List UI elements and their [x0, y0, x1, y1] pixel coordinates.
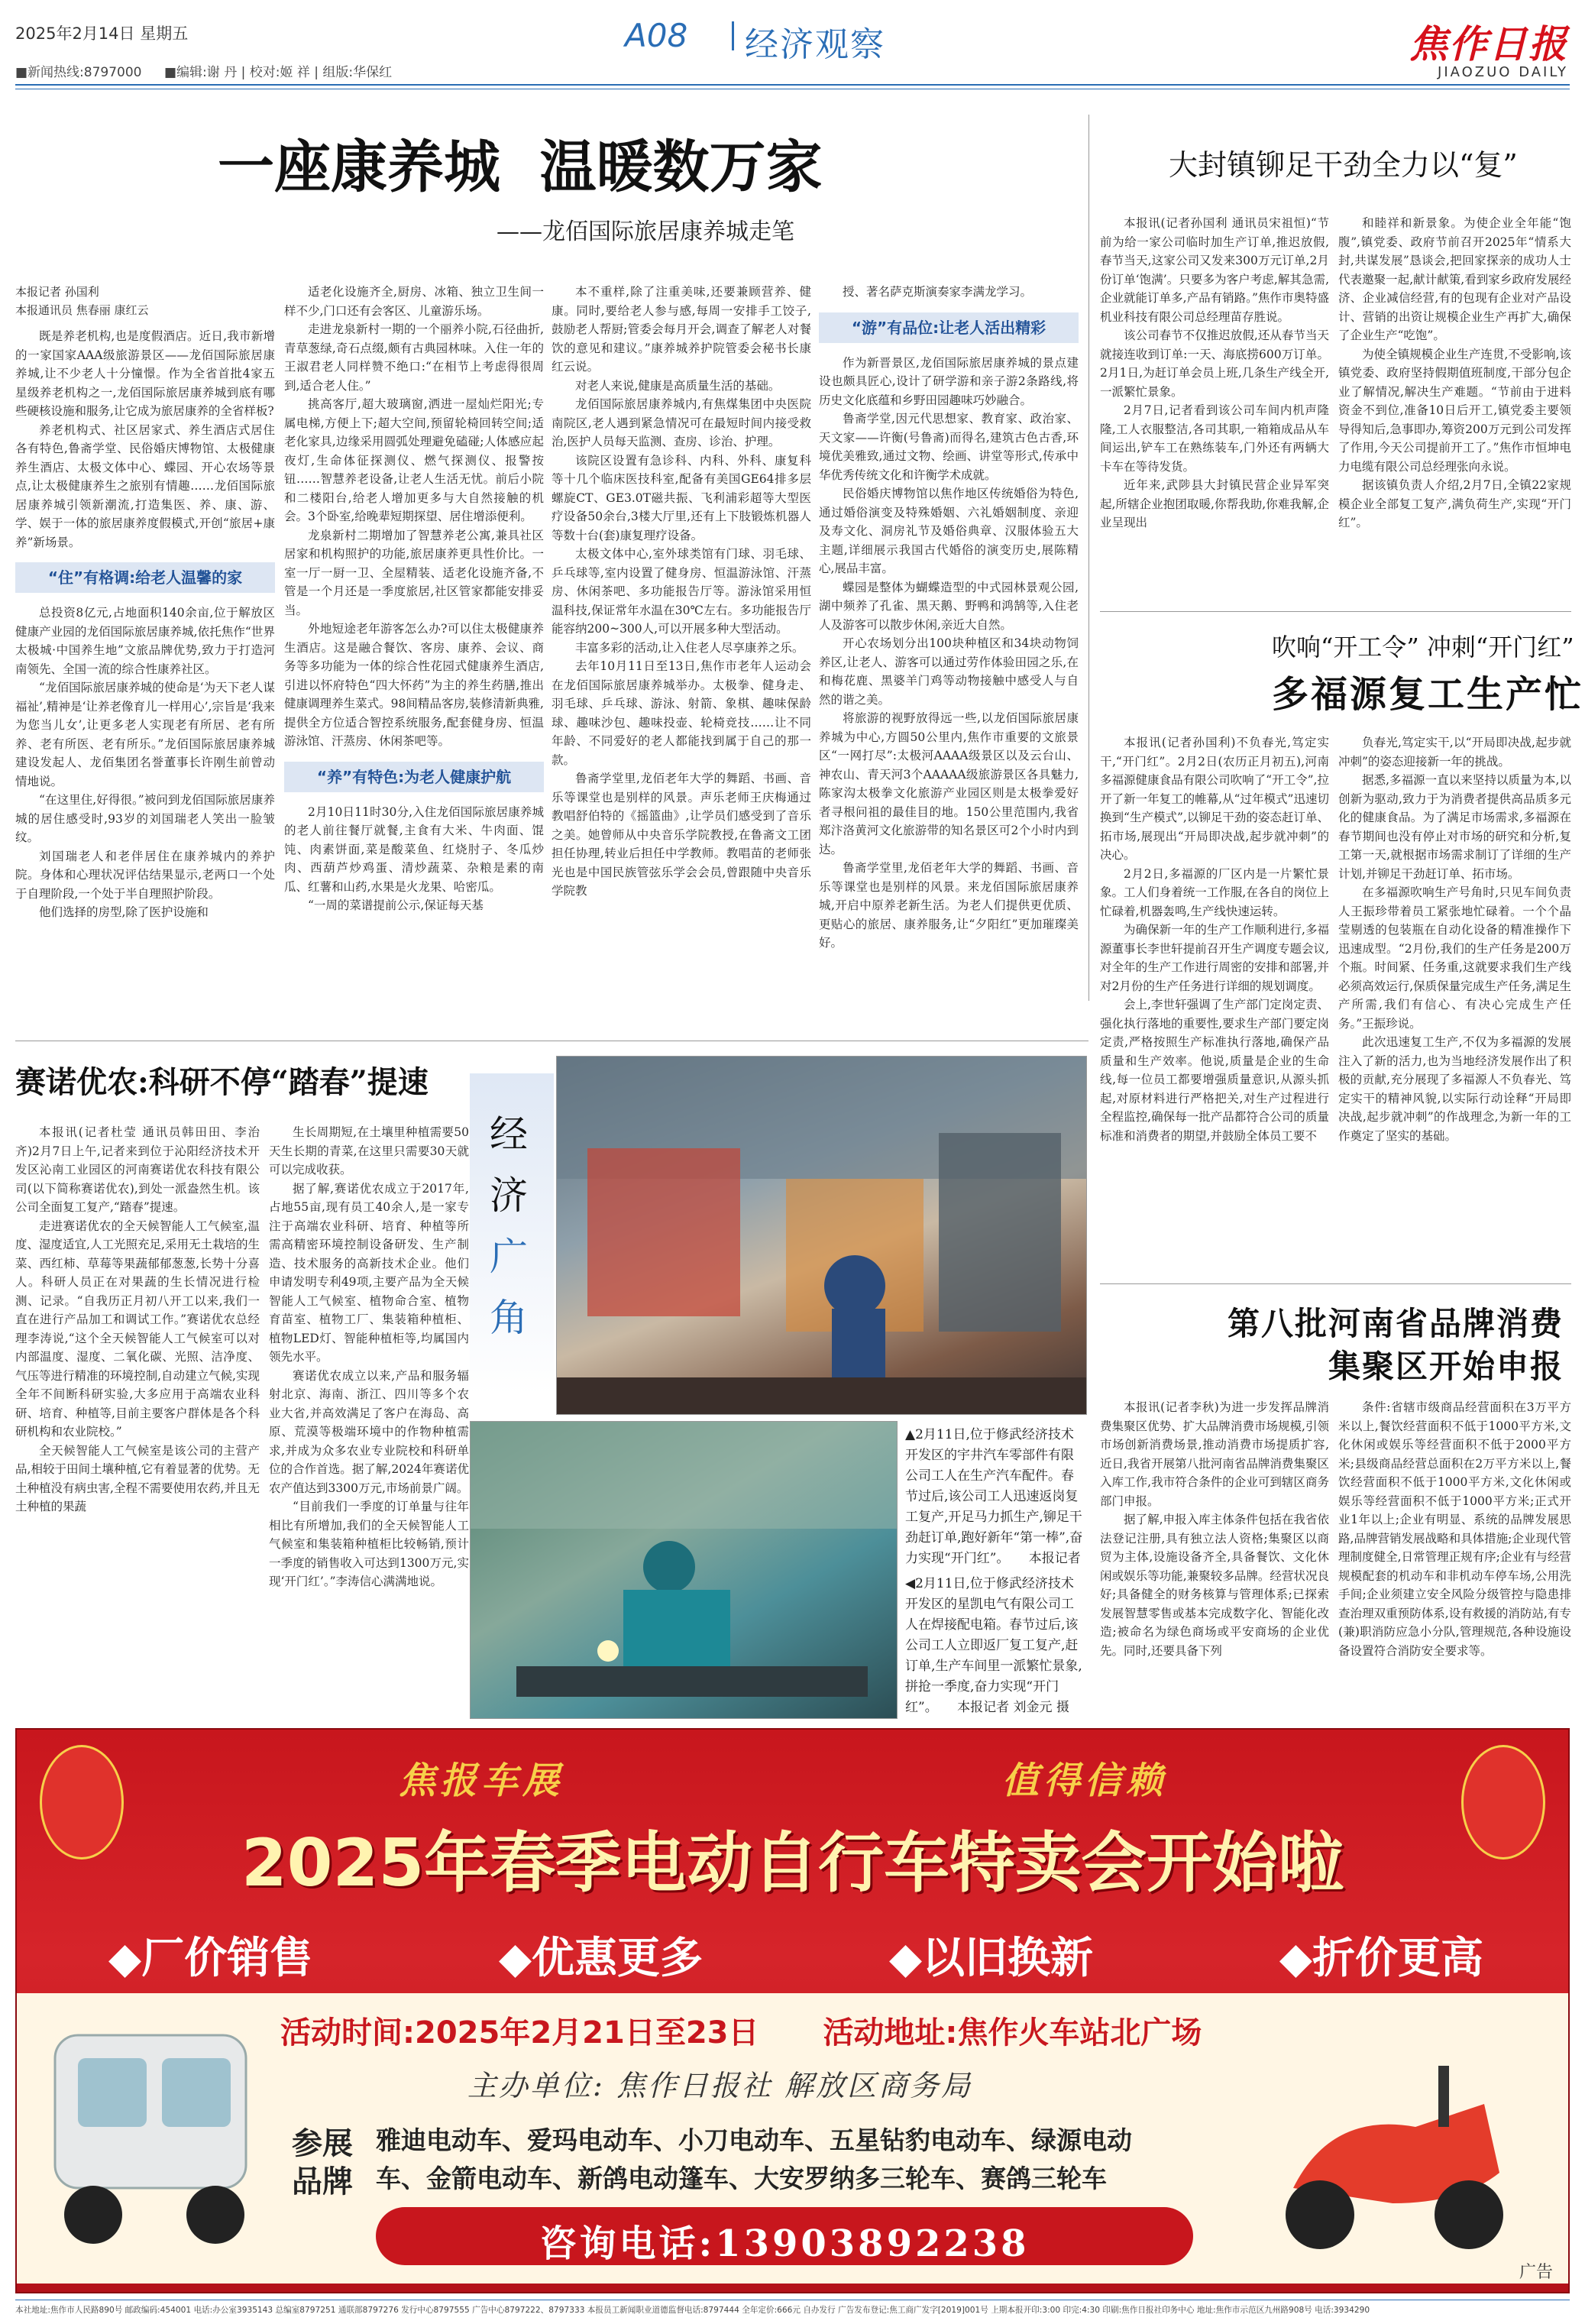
lead-title: 一座康养城 温暖数万家: [218, 134, 823, 200]
editors: ■编辑:谢 丹 | 校对:姬 祥 | 组版:华保红: [164, 65, 393, 80]
paragraph: 蝶园是整体为蝴蝶造型的中式园林景观公园,湖中频养了孔雀、黑天鹅、野鸭和鸿鹄等,入住老人及游客可以散步休闲,亲近大自然。: [819, 580, 1079, 632]
lead-col1-text: [15, 327, 275, 552]
ad-brands-label-1: 参展: [292, 2125, 353, 2161]
paragraph: 外地短途老年游客怎么办?可以住太极健康养生酒店。这是融合餐饮、客房、康养、会议、商务等多功能为一体的综合性花园式健康养生酒店,引进以怀府特色“四大怀药”为主的养生药膳,推出健康调理养生菜式。98间精品客房,装修清新典雅,提供全方位适合智控系统服务,配套健身房、恒温游泳馆、汗蒸房、休闲茶吧等。: [284, 622, 544, 748]
right1-rule: [1100, 611, 1571, 612]
ad-place-label: 活动地址:: [823, 2015, 958, 2050]
paragraph: “龙佰国际旅居康养城的使命是‘为天下老人谋福祉’,精神是‘让养老像育儿一样用心’,宗旨是‘我来为您当儿女’,让更多老人实现老有所居、老有所养、老有所医、老有所乐。”龙佰国际旅居康养城建设发起人、龙佰集团名誉董事长许刚生前曾动情地说。: [15, 681, 275, 788]
right1-col2-text: [1338, 214, 1571, 532]
paragraph: 养老机构式、社区居家式、养生酒店式居住各有特色,鲁斋学堂、民俗婚庆博物馆、太极健康养生酒店、太极文体中心、蝶园、开心农场等景点,让太极健康养生之旅别有情趣……龙佰国际旅居康养城引领新潮流,打造集医、养、康、游、学、娱于一体的旅居康养度假模式,开创“旅居+康养”新场景。: [15, 422, 275, 549]
paragraph: 据了解,赛诺优农成立于2017年,占地55亩,现有员工40余人,是一家专注于高端农业科研、培育、种植等所需高精密环境控制设备研发、生产制造、技术服务的高新技术企业。他们申请发明专利49项,主要产品为全天候智能人工气候室、植物命合室、植物育苗室、植物工厂、集装箱种植柜、植物LED灯、智能种植柜等,均属国内领先水平。: [269, 1181, 469, 1364]
ad-points: [108, 1924, 1483, 1986]
paragraph: 为确保新一年的生产工作顺利进行,多福源董事长李世轩提前召开生产调度专题会议,对全年的生产工作进行周密的安排和部署,并对2月份的生产任务进行详细的规划调度。: [1100, 923, 1329, 993]
paragraph: 挑高客厅,超大玻璃窗,洒进一屋灿烂阳光;专属电梯,方便上下;超大空间,预留轮椅回转空间;适老化家具,边缘采用圆弧处理避免磕碰;人体感应起夜灯,生命体征探测仪、燃气探测仪、报警按钮……智慧养老设备,让老人生活无忧。前后小院和二楼阳台,给老人增加更多与大自然接触的机会。3个卧室,给晚辈短期探望、居住增添便利。: [284, 397, 544, 523]
photo-factory-scene: [557, 1057, 1087, 1415]
lead-subhead-1: “住”有格调:给老人温馨的家: [15, 562, 275, 593]
photo-caption-1: [905, 1425, 1085, 1570]
photo-factory: [556, 1056, 1087, 1415]
photo-welding-scene: [471, 1422, 898, 1719]
paragraph: 生长周期短,在土壤里种植需要50天生长期的青菜,在这里只需要30天就可以完成收获。: [269, 1125, 469, 1177]
paragraph: “在这里住,好得很。”被问到龙佰国际旅居康养城的居住感受时,93岁的刘国瑞老人笑出一脸皱纹。: [15, 793, 275, 844]
paragraph: 本报讯(记者孙国利 通讯员宋祖恒)“节前为给一家公司临时加生产订单,推迟放假,春节当天,这家公司又发来300万元订单,2月份订单‘饱满’。只要多为客户考虑,解其急需,企业就能订单多,产品有销路。”焦作市奥特盛机业科技有限公司总经理苗存胜说。: [1100, 216, 1329, 324]
paragraph: 龙泉新村二期增加了智慧养老公寓,兼具社区居家和机构照护的功能,旅居康养更具性价比。一室一厅一厨一卫、全屋精装、适老化设施齐备,不管是一个月还是一季度旅居,社区管家都能安排妥当。: [284, 528, 544, 617]
paragraph: “目前我们一季度的订单量与往年相比有所增加,我们的全天候智能人工气候室和集装箱种植柜比较畅销,预计一季度的销售收入可达到1300万元,实现‘开门红’。”李涛信心满满地说。: [269, 1500, 469, 1588]
ad-time-label: 活动时间:: [280, 2015, 415, 2050]
paragraph: 本报讯(记者孙国利)不负春光,笃定实干,“开门红”。2月2日(农历正月初五),河南多福源健康食品有限公司吹响了“开工令”,拉开了新一年复工的帷幕,从“过年模式”迅速切换到“生产模式”,以铆足干劲的姿态赶订单、拓市场,展现出“开局即决战,起步就冲刺”的决心。: [1100, 736, 1329, 862]
ad-brands-line-2: 车、金箭电动车、新鸽电动篷车、大安罗纳多三轮车、赛鸽三轮车: [376, 2164, 1107, 2193]
lead-col-4: [819, 283, 1079, 1047]
paragraph: 龙佰国际旅居康养城内,有焦煤集团中央医院南院区,老人遇到紧急情况可在最短时间内接受救治,医护人员每天监测、查房、诊治、护理。: [552, 397, 811, 448]
lead-col2-text: [284, 283, 544, 751]
caption-2-credit: 本报记者 刘金元 摄: [957, 1700, 1069, 1715]
photo-caption-2: [905, 1574, 1085, 1719]
photo-welding: [470, 1421, 898, 1719]
ad-point-4: ◆折价更高: [1279, 1933, 1483, 1983]
masthead-date: 2025年2月14日 星期五: [15, 24, 189, 43]
ad-top-right: 值得信赖: [1002, 1759, 1168, 1802]
paragraph: 走进赛诺优农的全天候智能人工气候室,温度、湿度适宜,人工光照充足,采用无土栽培的生菜、西红柿、草莓等果蔬郁郁葱葱,长势十分喜人。科研人员正在对果蔬的生长情况进行检测、记录。“自我历正月初八开工以来,我们一直在进行产品加工和调试工作。”赛诺优农总经理李涛说,“这个全天候智能人工气候室可以对内部温度、湿度、二氧化碳、光照、洁净度、气压等进行精准的环境控制,自动建立气候,实现全年不间断科研实验,大多应用于高端农业科研、培育、种植等,目前主要客户群体是各个科研机构和农业院校。”: [15, 1219, 260, 1439]
right2-col2-text: [1338, 733, 1571, 1145]
lead-byline-2: 本报通讯员 焦春丽 康红云: [15, 303, 149, 317]
paragraph: 鲁斋学堂里,龙佰老年大学的舞蹈、书画、音乐等课堂也是别样的风景。声乐老师王庆梅通过教唱舒伯特的《摇篮曲》,让学员们感受到了音乐之美。她曾师从中央音乐学院教授,在鲁斋文工团担任协理,转业后担任中学教师。教唱苗的老师张光也是中国民族管弦乐学会会员,曾跟随中央音乐学院教: [552, 772, 811, 898]
seno-col-2: [269, 1123, 469, 1719]
paragraph: 对老人来说,健康是高质量生活的基础。: [575, 378, 781, 393]
right2-col-2: [1338, 733, 1571, 1276]
page-number: A08: [625, 17, 688, 54]
column-label-char-3: 广: [490, 1235, 528, 1279]
ad-brands-label-2: 品牌: [292, 2164, 353, 2199]
ad-phone-line: [376, 2214, 1193, 2267]
ad-phone-label: 咨询电话:: [539, 2222, 716, 2265]
column-label-char-1: 经: [490, 1112, 528, 1157]
ad-brands-line-1: 雅迪电动车、爱玛电动车、小刀电动车、五星钻豹电动车、绿源电动: [376, 2125, 1132, 2155]
caption-2-text: ◀2月11日,位于修武经济技术开发区的星凯电气有限公司工人在焊接配电箱。春节过后,该公司工人立即返厂复工复产,赶订单,生产车间里一派繁忙景象,拼抢一季度,奋力实现“开门红”。: [905, 1576, 1082, 1715]
column-label-char-2: 济: [490, 1173, 528, 1218]
paragraph: 将旅游的视野放得远一些,以龙佰国际旅居康养城为中心,方圆50公里内,焦作市重要的文旅景区“一网打尽”:太极河AAAA级景区以及云台山、神农山、青天河3个AAAAA级旅游景区各具魅力,陈家沟太极拳文化旅游产业园区则是太极拳爱好者寻根问祖的最佳目的地。150公里范围内,我省郑汴洛黄河文化旅游带的知名景区可2个小时内到达。: [819, 711, 1079, 856]
paragraph: 和睦祥和新景象。为使企业全年能“饱腹”,镇党委、政府节前召开2025年“情系大封,共谋发展”恳谈会,把回家探亲的成功人士代表邀聚一起,献计献策,看到家乡政府发展经济、企业减信经营,有的包现有企业对产品设计、营销的出资让规模企业生产再扩大,确保了企业生产“吃饱”。: [1338, 216, 1571, 342]
ad-time-line: [280, 2008, 1202, 2052]
lead-col3-text: [552, 283, 811, 901]
hotline: ■新闻热线:8797000: [15, 65, 142, 80]
right3-title-1: 第八批河南省品牌消费: [1227, 1305, 1564, 1342]
ad-tag: 广告: [1519, 2263, 1553, 2282]
ad-place-value: 焦作火车站北广场: [957, 2015, 1202, 2050]
paragraph: 适老化设施齐全,厨房、冰箱、独立卫生间一样不少,门口还有会客区、儿童游乐场。: [284, 285, 544, 318]
paragraph: 赛诺优农成立以来,产品和服务辐射北京、海南、浙江、四川等多个农业大省,并高效满足了客户在海岛、高原、荒漠等极端环境中的作物种植需求,并成为众多农业专业院校和科研单位的合作首选。据了解,2024年赛诺优农产值达到3300万元,市场前景广阔。: [269, 1368, 469, 1495]
column-label-char-4: 角: [490, 1296, 528, 1340]
paragraph: 丰富多彩的活动,让入住老人尽享康养之乐。: [575, 640, 804, 655]
paragraph: 2月10日11时30分,入住龙佰国际旅居康养城的老人前往餐厅就餐,主食有大米、牛肉面、馄饨、肉素饼面,菜是酸菜鱼、红烧肘子、冬瓜炒肉、西葫芦炒鸡蛋、清炒蔬菜、杂粮是素的南瓜、红薯和山药,水果是火龙果、哈密瓜。: [284, 804, 544, 894]
seno-col2-text: [269, 1123, 469, 1591]
paragraph: 据悉,多福源一直以来坚持以质量为本,以创新为驱动,致力于为消费者提供高品质多元化的健康食品。为了满足市场需求,多福源在春节期间也没有停止对市场的研究和分析,复工第一天,就根据市场需求制订了详细的生产计划,并铆足干劲赶订单、拓市场。: [1338, 773, 1571, 881]
paragraph: 开心农场划分出100块种植区和34块动物饲养区,让老人、游客可以通过劳作体验田园之乐,在和梅花鹿、黑婆羊门鸡等动物接触中感受人与自然的谐之美。: [819, 636, 1079, 707]
ad-organizer: 主办单位: 焦作日报社 解放区商务局: [467, 2069, 972, 2102]
right3-title-2: 集聚区开始申报: [1328, 1348, 1564, 1385]
right1-col1-text: [1100, 214, 1329, 532]
lead-col4-text: [819, 354, 1079, 953]
paragraph: 该院区设置有急诊科、内科、外科、康复科等十几个临床医技科室,配备有美国GE64排多层螺旋CT、GE3.0T磁共振、飞利浦彩超等大型医疗设备50余台,3楼大厅里,还有上下肢锻炼机器人等数十台(套)康复理疗设备。: [552, 453, 811, 542]
seno-col-1: [15, 1123, 260, 1719]
paragraph: 本不重样,除了注重美味,还要兼顾营养、健康。同时,要给老人参与感,每周一安排手工饺子,鼓励老人帮厨;管委会每月开会,调查了解老人对餐饮的意见和建议。”康养城养护院管委会秘书长康红云说。: [552, 285, 811, 374]
ad-point-3: ◆以旧换新: [888, 1933, 1094, 1983]
lead-col4a-text: [819, 283, 1079, 302]
right2-col-1: [1100, 733, 1329, 1276]
paper-logo-en: JIAOZUO DAILY: [1438, 64, 1568, 80]
footer-text: 本社地址:焦作市人民路890号 邮政编码:454001 电话:办公室3935143 总编室8797251 通联部8797276 发行中心8797555 广告中心8797222、8797333 本报员工新闻职业道德监督电话:8797444 全年定价:666元 自办发行 广告发布登记:焦工商广发字[2019]001号 上期本报开印:3:00 印完:4:30 印刷:焦作日报社印务中心 地址:焦作市示范区九州路908号 电话:3934290: [15, 2306, 1370, 2315]
lead-col-3: [552, 283, 811, 1047]
paragraph: 会上,李世轩强调了生产部门定岗定责、强化执行落地的重要性,要求生产部门要定岗定责,严格按照生产标准执行落地,确保产品质量和生产效率。他说,质量是企业的生命线,每一位员工都要增强质量意识,从源头抓起,对原材料进行严格把关,对生产过程进行全程监控,确保每一批产品都符合公司的质量标准和消费者的期望,并鼓励全体员工要不: [1100, 998, 1329, 1143]
header-rule: [15, 84, 1570, 86]
right2-col1-text: [1100, 733, 1329, 1145]
paragraph: 既是养老机构,也是度假酒店。近日,我市新增的一家国家AAA级旅游景区——龙佰国际旅居康养城,让不少老人十分憧憬。作为全省首批4家五星级养老机构之一,龙佰国际旅居康养城到底有哪些硬核设施和服务,让它成为旅居康养的全省样板?: [15, 329, 275, 418]
right3-col-2: [1338, 1398, 1571, 1719]
paragraph: 他们选择的房型,除了医护设施和: [39, 905, 209, 919]
lead-vertical-rule: [1088, 115, 1089, 1001]
paragraph: 本报讯(记者杜莹 通讯员韩田田、李治齐)2月7日上午,记者来到位于沁阳经济技术开发区沁南工业园区的河南赛诺优农科技有限公司(以下简称赛诺优农),到处一派盎然生机。该公司全面复工复产,“踏春”提速。: [15, 1125, 260, 1214]
caption-1-credit: 本报记者: [1028, 1551, 1081, 1566]
paragraph: 该公司春节不仅推迟放假,还从春节当天就接连收到订单:一天、海底捞600万订单。2月1日,为赶订单会员上班,几条生产线全开,一派繁忙景象。: [1100, 329, 1329, 399]
right2-rule: [1100, 1283, 1571, 1284]
paragraph: 去年10月11日至13日,焦作市老年人运动会在龙佰国际旅居康养城举办。太极拳、健身走、羽毛球、乒乓球、游泳、射箭、象棋、趣味保龄球、趣味沙包、趣味投壶、轮椅竞技……让不同年龄、不同爱好的老人都能找到属于自己的那一款。: [552, 659, 811, 767]
right3-col2-text: [1338, 1398, 1571, 1660]
paragraph: 鲁斋学堂里,龙佰老年大学的舞蹈、书画、音乐等课堂也是别样的风景。来龙佰国际旅居康养城,开启中原养老新生活。为老人们提供更优质、更贴心的旅居、康养服务,让“夕阳红”更加璀璨美好。: [819, 861, 1079, 950]
paragraph: 据该镇负责人介绍,2月7日,全镇22家规模企业全部复工复产,满负荷生产,实现“开门红”。: [1338, 478, 1571, 529]
ad-tricycle-image: [40, 2012, 269, 2264]
ad-scooter-image: [1263, 2020, 1522, 2264]
paragraph: 作为新晋景区,龙佰国际旅居康养城的景点建设也颇具匠心,设计了研学游和亲子游2条路线,将历史文化底蕴和乡野田园趣味巧妙融合。: [819, 355, 1079, 407]
ad-headline: 2025年春季电动自行车特卖会开始啦: [241, 1825, 1344, 1902]
ad-top-left: 焦报车展: [399, 1759, 564, 1802]
right1-title: 大封镇铆足干劲全力以“复”: [1169, 148, 1518, 182]
right1-col-2: [1338, 214, 1571, 596]
paragraph: 授、著名萨克斯演奏家李满龙学习。: [843, 285, 1033, 299]
paragraph: 在多福源吹响生产号角时,只见车间负责人王振珍带着员工紧张地忙碌着。一个个晶莹剔透的包装瓶在自动化设备的精准操作下迅速成型。“2月份,我们的生产任务是200万个瓶。时间紧、任务重,这就要求我们生产线必须高效运行,保质保量完成生产任务,满足生产所需,我们有信心、有决心完成生产任务。”王振珍说。: [1338, 885, 1571, 1031]
paragraph: 刘国瑞老人和老伴居住在康养城内的养护院。身体和心理状况评估结果显示,老两口一个处于自理阶段,一个处于半自理照护阶段。: [15, 849, 275, 901]
paragraph: “一周的菜谱提前公示,保证每天基: [308, 898, 484, 912]
column-label: [470, 1073, 554, 1394]
lead-col2b-text: [284, 803, 544, 915]
paper-logo: 焦作日报: [1409, 21, 1568, 66]
right2-title: 多福源复工生产忙: [1272, 673, 1584, 716]
paragraph: 2月2日,多福源的厂区内是一片繁忙景象。工人们身着统一工作服,在各自的岗位上忙碌着,机器轰鸣,生产线快速运转。: [1100, 866, 1329, 918]
lead-subhead-2: “养”有特色:为老人健康护航: [284, 762, 544, 792]
paragraph: 太极文体中心,室外球类馆有门球、羽毛球、乒乓球等,室内设置了健身房、恒温游泳馆、汗蒸房、休闲茶吧、多功能报告厅等。游泳馆采用恒温科技,保证常年水温在30℃左右。多功能报告厅能容纳200~300人,可以开展多种大型活动。: [552, 547, 811, 636]
right2-kicker: 吹响“开工令” 冲刺“开门红”: [1272, 633, 1574, 662]
lead-byline-1: 本报记者 孙国利: [15, 285, 99, 299]
paragraph: 民俗婚庆博物馆以焦作地区传统婚俗为特色,通过婚俗演变及特殊婚姻、六礼婚姻制度、亲迎及寿文化、洞房礼节及婚俗典章、汉服体验五大主题,详细展示我国古代婚俗的演变历史,展陈精心,展品丰富。: [819, 487, 1079, 575]
seno-title: 赛诺优农:科研不停“踏春”提速: [15, 1064, 429, 1100]
lead-subtitle: ——龙佰国际旅居康养城走笔: [497, 218, 794, 245]
paragraph: 此次迅速复工生产,不仅为多福源的发展注入了新的活力,也为当地经济发展作出了积极的贡献,充分展现了多福源人不负春光、笃定实干的精神风貌,以实际行动诠释“开局即决战,起步就冲刺”的作战理念,为新一年的工作奠定了坚实的基础。: [1338, 1035, 1571, 1143]
section-divider: [732, 21, 734, 50]
lead-col1b-text: [15, 604, 275, 922]
section-title: 经济观察: [745, 25, 885, 64]
paragraph: 据了解,申报入库主体条件包括在我省依法登记注册,具有独立法人资格;集聚区以商贸为主体,设施设备齐全,具备餐饮、文化休闲或娱乐等功能,兼聚较多品牌。经营状况良好;具备健全的财务核算与管理体系;已探索发展智慧零售或基本完成数字化、智能化改造;被命名为绿色商场或平安商场的企业优先。同时,还要具备下列: [1100, 1513, 1329, 1658]
paragraph: 鲁斋学堂,因元代思想家、教育家、政治家、天文家——许衡(号鲁斋)而得名,建筑古色古香,环境优美雅致,通过文物、绘画、讲堂等形式,传承中华优秀传统文化和许衡学术成就。: [819, 412, 1079, 482]
ad-point-1: ◆厂价销售: [108, 1933, 313, 1983]
ad-point-2: ◆优惠更多: [498, 1933, 704, 1983]
ad-time-value: 2025年2月21日至23日: [415, 2015, 759, 2050]
lead-subhead-3: “游”有品位:让老人活出精彩: [819, 312, 1079, 343]
right3-col1-text: [1100, 1398, 1329, 1660]
paragraph: 总投资8亿元,占地面积140余亩,位于解放区健康产业园的龙佰国际旅居康养城,依托焦作“世界太极城·中国养生地”文旅品牌优势,致力于打造河南领先、全国一流的综合性康养社区。: [15, 606, 275, 676]
paragraph: 负春光,笃定实干,以“开局即决战,起步就冲刺”的姿态迎接新一年的挑战。: [1338, 736, 1571, 769]
right3-col-1: [1100, 1398, 1329, 1719]
paragraph: 走进龙泉新村一期的一个丽养小院,石径曲折,青草葱绿,奇石点缀,颇有古典园林味。入住一年的王淑君老人同样赞不绝口:“在相节上考虑得很周到,适合老人住。”: [284, 322, 544, 393]
ad-phone-number: 13903892238: [715, 2222, 1030, 2265]
paragraph: 本报讯(记者李秋)为进一步发挥品牌消费集聚区优势、扩大品牌消费市场规模,引领市场创新消费场景,推动消费市场提质扩容,近日,我省开展第八批河南省品牌消费集聚区入库工作,我市符合条件的企业可到辖区商务部门申报。: [1100, 1400, 1329, 1508]
paragraph: 为使全镇规模企业生产连贯,不受影响,该镇党委、政府坚持假期值班制度,干部分包企业了解情况,解决生产难题。“节前由于进料资金不到位,准备10日后开工,镇党委主要领导得知后,急事即办,筹资200万元到公司发挥了作用,今天公司提前开工了。”焦作市恒坤电力电缆有限公司总经理张向永说。: [1338, 347, 1571, 474]
ad-banner: [15, 1728, 1570, 2293]
paragraph: 全天候智能人工气候室是该公司的主营产品,相较于田间土壤种植,它有着显著的优势。无土种植没有病虫害,全程不需要使用农药,并且无土种植的果蔬: [15, 1443, 260, 1513]
caption-1-text: ▲2月11日,位于修武经济技术开发区的宇井汽车零部件有限公司工人在生产汽车配件。春节过后,该公司工人迅速返岗复工复产,开足马力抓生产,铆足干劲赶订单,跑好新年“第一棒”,奋力实现“开门红”。: [905, 1427, 1083, 1566]
right1-col-1: [1100, 214, 1329, 596]
paragraph: 近年来,武陟县大封镇民营企业异军突起,所辖企业抱团取暖,你帮我助,你难我解,企业呈现出: [1100, 478, 1329, 529]
paragraph: 2月7日,记者看到该公司车间内机声隆隆,工人衣服整洁,各司其职,一箱箱成品从车间运出,铲车工在熟练装车,门外还有两辆大卡车在等待发货。: [1100, 403, 1329, 474]
paragraph: 条件:省辖市级商品经营面积在3万平方米以上,餐饮经营面积不低于1000平方米,文化休闲或娱乐等经营面积不低于2000平方米;县级商品经营总面积在2万平方米以上,餐饮经营面积不低于1000平方米,文化休闲或娱乐等经营面积不低于1000平方米;正式开业1年以上;企业有明显、系统的品牌发展思路,品牌营销发展战略和具体措施;企业现代管理制度健全,日常管理正规有序;企业有与经营规模配套的机动车和非机动车停车场,公用洗手间;企业须建立安全风险分级管控与隐患排查治理双重预防体系,设有救援的消防站,有专(兼)职消防应急小分队,管理规范,各种设施设备设置符合消防安全要求等。: [1338, 1400, 1571, 1658]
seno-col1-text: [15, 1123, 260, 1516]
